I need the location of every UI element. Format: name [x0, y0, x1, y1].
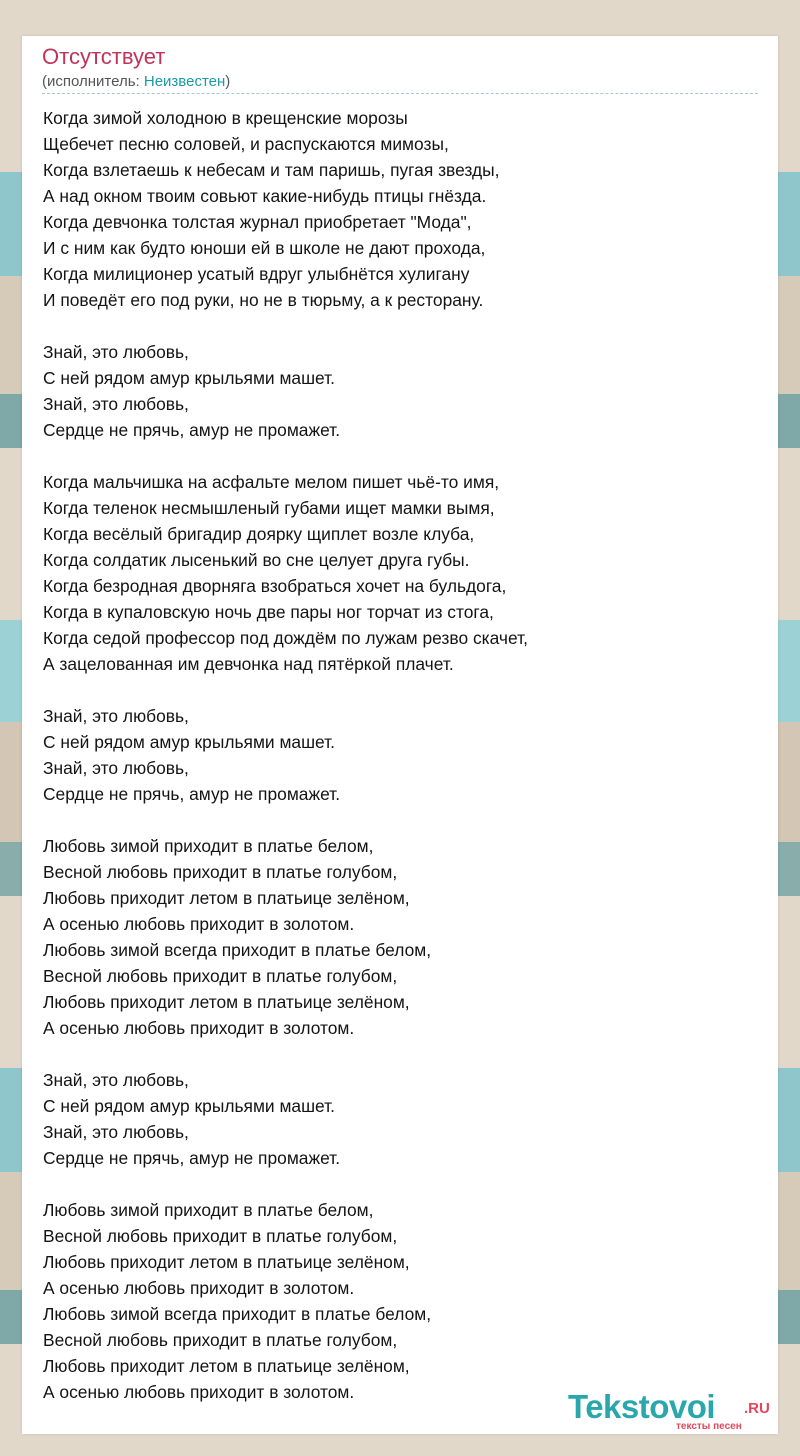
lyric-line: Знай, это любовь, [43, 342, 189, 362]
lyrics-text [43, 105, 743, 1405]
lyric-line: Когда седой профессор под дождём по лужам резво скачет, [43, 628, 528, 648]
lyric-line: Любовь приходит летом в платьице зелёном, [43, 1356, 410, 1376]
lyric-line: А осенью любовь приходит в золотом. [43, 1382, 355, 1402]
lyric-line: Знай, это любовь, [43, 394, 189, 414]
lyric-line: Знай, это любовь, [43, 706, 189, 726]
logo-tagline: тексты песен [676, 1421, 742, 1432]
artist-link[interactable]: Неизвестен [143, 73, 226, 90]
lyric-line: Весной любовь приходит в платье голубом, [43, 1330, 398, 1350]
song-title: Отсутствует [42, 44, 166, 69]
lyric-line: Когда теленок несмышленый губами ищет мамки вымя, [43, 498, 495, 518]
stanza-gap [43, 807, 743, 833]
lyric-line: Знай, это любовь, [43, 1070, 189, 1090]
artist-line [42, 73, 230, 91]
lyric-line: Сердце не прячь, амур не промажет. [43, 420, 341, 440]
artist-suffix: ) [225, 73, 231, 90]
lyric-line: С ней рядом амур крыльями машет. [43, 368, 335, 388]
lyric-line: Когда весёлый бригадир доярку щиплет возле клуба, [43, 524, 475, 544]
lyric-line: А осенью любовь приходит в золотом. [43, 914, 355, 934]
site-logo[interactable] [568, 1388, 778, 1434]
stanza-gap [43, 677, 743, 703]
lyric-line: Любовь приходит летом в платьице зелёном, [43, 992, 410, 1012]
lyric-line: Любовь зимой всегда приходит в платье белом, [43, 1304, 432, 1324]
lyric-line: Знай, это любовь, [43, 758, 189, 778]
stanza-gap [43, 1171, 743, 1197]
lyric-line: И поведёт его под руки, но не в тюрьму, а к ресторану. [43, 290, 484, 310]
logo-tld: .RU [744, 1400, 770, 1417]
lyric-line: Когда девчонка толстая журнал приобретает "Мода", [43, 212, 472, 232]
title-divider [42, 93, 758, 94]
lyric-line: Когда зимой холодною в крещенские морозы [43, 108, 408, 128]
lyric-line: Любовь зимой приходит в платье белом, [43, 1200, 374, 1220]
lyric-line: Любовь приходит летом в платьице зелёном, [43, 888, 410, 908]
lyric-line: Весной любовь приходит в платье голубом, [43, 966, 398, 986]
lyric-line: Сердце не прячь, амур не промажет. [43, 784, 341, 804]
lyric-line: Сердце не прячь, амур не промажет. [43, 1148, 341, 1168]
artist-prefix: (исполнитель: [42, 73, 144, 90]
stanza-gap [43, 313, 743, 339]
lyric-line: Любовь зимой приходит в платье белом, [43, 836, 374, 856]
lyric-line: Весной любовь приходит в платье голубом, [43, 862, 398, 882]
lyric-line: Щебечет песню соловей, и распускаются мимозы, [43, 134, 449, 154]
stanza-gap [43, 443, 743, 469]
lyric-line: Весной любовь приходит в платье голубом, [43, 1226, 398, 1246]
lyric-line: Когда в купаловскую ночь две пары ног торчат из стога, [43, 602, 494, 622]
lyric-line: А осенью любовь приходит в золотом. [43, 1018, 355, 1038]
lyric-line: Когда милиционер усатый вдруг улыбнётся хулигану [43, 264, 470, 284]
lyric-line: Любовь приходит летом в платьице зелёном, [43, 1252, 410, 1272]
lyric-line: С ней рядом амур крыльями машет. [43, 732, 335, 752]
lyric-line: А над окном твоим совьют какие-нибудь птицы гнёзда. [43, 186, 487, 206]
stanza-gap [43, 1041, 743, 1067]
lyric-line: Когда безродная дворняга взобраться хочет на бульдога, [43, 576, 507, 596]
lyric-line: Знай, это любовь, [43, 1122, 189, 1142]
lyric-line: Когда взлетаешь к небесам и там паришь, пугая звезды, [43, 160, 500, 180]
lyric-line: Когда солдатик лысенький во сне целует друга губы. [43, 550, 470, 570]
lyric-line: И с ним как будто юноши ей в школе не дают прохода, [43, 238, 486, 258]
lyric-line: Когда мальчишка на асфальте мелом пишет чьё-то имя, [43, 472, 500, 492]
lyric-line: А осенью любовь приходит в золотом. [43, 1278, 355, 1298]
lyric-line: Любовь зимой всегда приходит в платье белом, [43, 940, 432, 960]
logo-name: Tekstovoi [568, 1388, 716, 1425]
lyric-line: А зацелованная им девчонка над пятёркой плачет. [43, 654, 454, 674]
lyric-line: С ней рядом амур крыльями машет. [43, 1096, 335, 1116]
